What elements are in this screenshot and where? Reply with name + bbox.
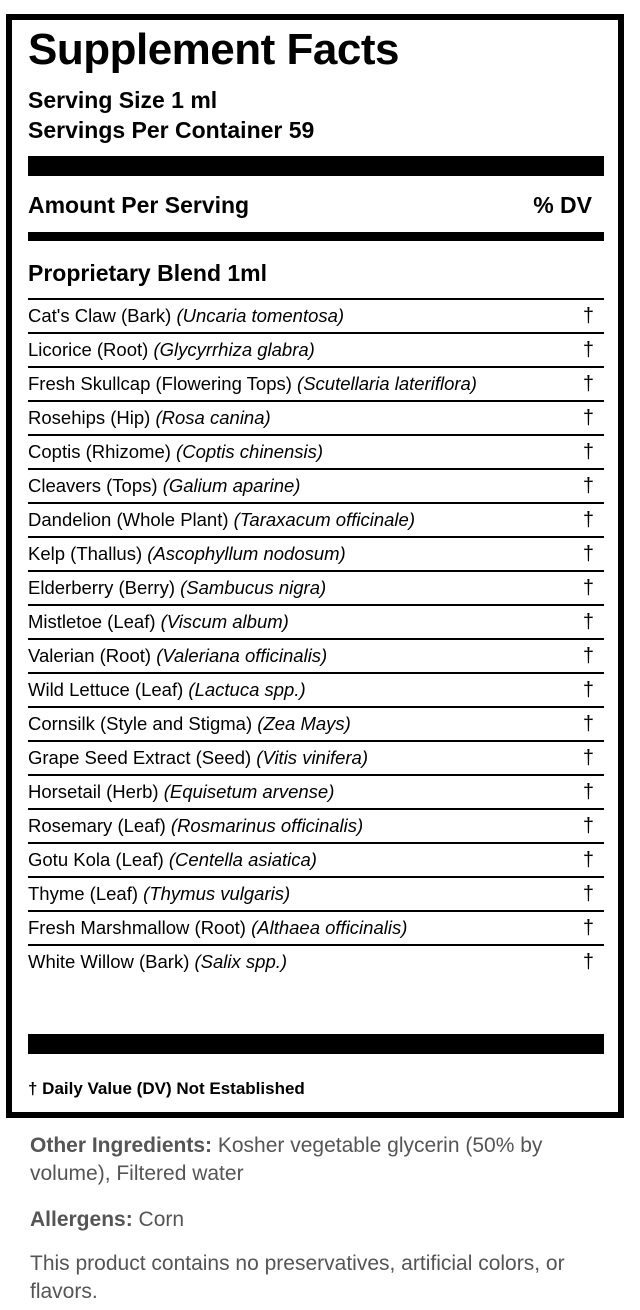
ingredient-row bbox=[28, 570, 604, 604]
other-ingredients-text: Kosher vegetable glycerin (50% by volume), Filtered water bbox=[30, 1134, 543, 1185]
dagger-mark: † bbox=[582, 781, 594, 803]
ingredient-name: Grape Seed Extract (Seed) bbox=[28, 747, 252, 768]
ingredient-row bbox=[28, 876, 604, 910]
ingredient-latin-name: (Rosmarinus officinalis) bbox=[170, 815, 364, 836]
ingredient-row bbox=[28, 638, 604, 672]
ingredient-text bbox=[28, 368, 604, 400]
ingredient-list bbox=[28, 298, 604, 978]
dagger-mark: † bbox=[582, 577, 594, 599]
ingredient-latin-name: (Viscum album) bbox=[160, 611, 289, 632]
ingredient-text bbox=[28, 606, 604, 638]
ingredient-latin-name: (Scutellaria lateriflora) bbox=[297, 373, 477, 394]
ingredient-latin-name: (Sambucus nigra) bbox=[180, 577, 327, 598]
dagger-mark: † bbox=[582, 339, 594, 361]
dv-header: % DV bbox=[533, 192, 592, 218]
ingredient-row bbox=[28, 400, 604, 434]
ingredient-text bbox=[28, 470, 604, 502]
ingredient-text bbox=[28, 810, 604, 842]
ingredient-text bbox=[28, 776, 604, 808]
ingredient-name: Valerian (Root) bbox=[28, 645, 152, 666]
ingredient-row bbox=[28, 536, 604, 570]
other-ingredients bbox=[30, 1132, 610, 1188]
supplement-facts-panel bbox=[6, 14, 624, 1118]
ingredient-row bbox=[28, 434, 604, 468]
ingredient-row bbox=[28, 298, 604, 332]
ingredient-row bbox=[28, 774, 604, 808]
dagger-mark: † bbox=[582, 713, 594, 735]
panel-title: Supplement Facts bbox=[28, 25, 399, 74]
ingredient-name: Fresh Skullcap (Flowering Tops) bbox=[28, 373, 292, 394]
ingredient-text bbox=[28, 402, 604, 434]
dagger-mark: † bbox=[582, 645, 594, 667]
dagger-mark: † bbox=[582, 951, 594, 973]
ingredient-text bbox=[28, 436, 604, 468]
dagger-mark: † bbox=[582, 747, 594, 769]
ingredient-name: Gotu Kola (Leaf) bbox=[28, 849, 164, 870]
dagger-mark: † bbox=[582, 305, 594, 327]
ingredient-name: Thyme (Leaf) bbox=[28, 883, 139, 904]
dagger-mark: † bbox=[582, 407, 594, 429]
serving-size: Serving Size 1 ml bbox=[28, 87, 218, 113]
bottom-divider bbox=[28, 1034, 604, 1054]
ingredient-row bbox=[28, 604, 604, 638]
dagger-mark: † bbox=[582, 815, 594, 837]
dagger-mark: † bbox=[582, 679, 594, 701]
ingredient-name: Elderberry (Berry) bbox=[28, 577, 175, 598]
ingredient-name: Rosehips (Hip) bbox=[28, 407, 151, 428]
ingredient-name: Cleavers (Tops) bbox=[28, 475, 158, 496]
ingredient-latin-name: (Uncaria tomentosa) bbox=[176, 305, 345, 326]
dagger-mark: † bbox=[582, 475, 594, 497]
allergens-label: Allergens: bbox=[30, 1208, 133, 1231]
ingredient-row bbox=[28, 366, 604, 400]
ingredient-name: Fresh Marshmallow (Root) bbox=[28, 917, 246, 938]
ingredient-row bbox=[28, 944, 604, 978]
no-preservatives-note: This product contains no preservatives, artificial colors, or flavors. bbox=[30, 1252, 565, 1303]
ingredient-text bbox=[28, 300, 604, 332]
ingredient-row bbox=[28, 502, 604, 536]
ingredient-latin-name: (Vitis vinifera) bbox=[256, 747, 368, 768]
ingredient-text bbox=[28, 572, 604, 604]
ingredient-name: Rosemary (Leaf) bbox=[28, 815, 166, 836]
allergens-text: Corn bbox=[132, 1208, 185, 1231]
ingredient-text bbox=[28, 742, 604, 774]
ingredient-latin-name: (Valeriana officinalis) bbox=[156, 645, 328, 666]
ingredient-row bbox=[28, 672, 604, 706]
ingredient-latin-name: (Lactuca spp.) bbox=[188, 679, 306, 700]
ingredient-latin-name: (Zea Mays) bbox=[257, 713, 351, 734]
ingredient-text bbox=[28, 504, 604, 536]
ingredient-latin-name: (Thymus vulgaris) bbox=[143, 883, 291, 904]
ingredient-name: Kelp (Thallus) bbox=[28, 543, 143, 564]
ingredient-latin-name: (Salix spp.) bbox=[194, 951, 288, 972]
ingredient-text bbox=[28, 538, 604, 570]
ingredient-row bbox=[28, 910, 604, 944]
ingredient-latin-name: (Rosa canina) bbox=[155, 407, 271, 428]
dagger-mark: † bbox=[582, 509, 594, 531]
ingredient-latin-name: (Equisetum arvense) bbox=[163, 781, 335, 802]
ingredient-name: Coptis (Rhizome) bbox=[28, 441, 171, 462]
ingredient-name: Cat's Claw (Bark) bbox=[28, 305, 172, 326]
ingredient-latin-name: (Centella asiatica) bbox=[168, 849, 317, 870]
ingredient-text bbox=[28, 878, 604, 910]
ingredient-row bbox=[28, 706, 604, 740]
ingredient-latin-name: (Taraxacum officinale) bbox=[233, 509, 415, 530]
ingredient-text bbox=[28, 844, 604, 876]
ingredient-text bbox=[28, 334, 604, 366]
dagger-mark: † bbox=[582, 441, 594, 463]
ingredient-name: Horsetail (Herb) bbox=[28, 781, 159, 802]
ingredient-name: Dandelion (Whole Plant) bbox=[28, 509, 229, 530]
ingredient-row bbox=[28, 468, 604, 502]
dv-footnote: † Daily Value (DV) Not Established bbox=[28, 1079, 305, 1098]
ingredient-text bbox=[28, 708, 604, 740]
ingredient-latin-name: (Glycyrrhiza glabra) bbox=[153, 339, 315, 360]
ingredient-row bbox=[28, 808, 604, 842]
ingredient-text bbox=[28, 674, 604, 706]
ingredient-row bbox=[28, 740, 604, 774]
dagger-mark: † bbox=[582, 883, 594, 905]
servings-per-container: Servings Per Container 59 bbox=[28, 117, 315, 143]
thick-divider bbox=[28, 156, 604, 176]
ingredient-name: Mistletoe (Leaf) bbox=[28, 611, 156, 632]
ingredient-name: Licorice (Root) bbox=[28, 339, 149, 360]
dagger-mark: † bbox=[582, 611, 594, 633]
medium-divider bbox=[28, 232, 604, 241]
ingredient-row bbox=[28, 332, 604, 366]
ingredient-name: White Willow (Bark) bbox=[28, 951, 190, 972]
ingredient-latin-name: (Coptis chinensis) bbox=[176, 441, 324, 462]
ingredient-row bbox=[28, 842, 604, 876]
dagger-mark: † bbox=[582, 373, 594, 395]
ingredient-latin-name: (Althaea officinalis) bbox=[251, 917, 408, 938]
other-ingredients-label: Other Ingredients: bbox=[30, 1134, 213, 1157]
dagger-mark: † bbox=[582, 849, 594, 871]
dagger-mark: † bbox=[582, 917, 594, 939]
amount-per-serving: Amount Per Serving bbox=[28, 192, 250, 218]
blend-title: Proprietary Blend 1ml bbox=[28, 260, 268, 286]
ingredient-latin-name: (Galium aparine) bbox=[162, 475, 301, 496]
ingredient-name: Cornsilk (Style and Stigma) bbox=[28, 713, 253, 734]
ingredient-name: Wild Lettuce (Leaf) bbox=[28, 679, 184, 700]
ingredient-latin-name: (Ascophyllum nodosum) bbox=[147, 543, 346, 564]
ingredient-text bbox=[28, 912, 604, 944]
allergens bbox=[30, 1206, 610, 1234]
ingredient-text bbox=[28, 640, 604, 672]
ingredient-text bbox=[28, 946, 604, 978]
dagger-mark: † bbox=[582, 543, 594, 565]
